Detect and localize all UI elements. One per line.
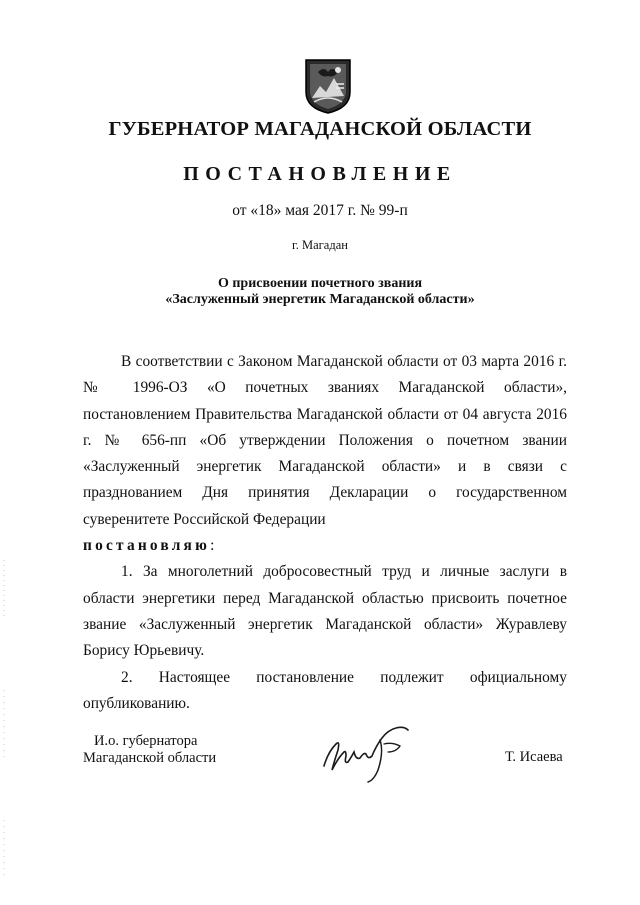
signer-position <box>83 733 216 767</box>
item-1-paragraph: 1. За многолетний добросовестный труд и личные заслуги в области энергетики перед Магаданской областью присвоить почетное звание «Заслуженный энергетик Магаданской области» Журавлеву Борису Юрьевичу. <box>83 563 567 660</box>
decree-line <box>83 533 567 559</box>
signer-position-line-2: Магаданской области <box>83 750 217 766</box>
decree-punct: : <box>210 537 215 555</box>
signer-position-line-1: И.о. губернатора <box>94 733 198 749</box>
subject-line-1: О присвоении почетного звания <box>217 276 423 291</box>
scan-margin-dots <box>2 0 6 905</box>
document-subject <box>0 276 640 308</box>
signer-name: Т. Исаева <box>505 749 563 765</box>
decree-word: постановляю <box>83 537 211 555</box>
governor-title: ГУБЕРНАТОР МАГАДАНСКОЙ ОБЛАСТИ <box>108 118 532 140</box>
preamble-paragraph: В соответствии с Законом Магаданской области от 03 марта 2016 г. № 1996-ОЗ «О почетных званиях Магаданской области», постановлением Правительства Магаданской области от 04 августа 2016 г. № 656-пп «Об утверждении Положения о почетном звании «Заслуженный энергетик Магаданской области» и в связи с празднованием Дня принятия Декларации о государственном суверенитете Российской Федерации <box>83 353 567 528</box>
coat-of-arms-icon <box>304 58 352 114</box>
item-2-paragraph: 2. Настоящее постановление подлежит официальному опубликованию. <box>83 668 567 712</box>
document-type: ПОСТАНОВЛЕНИЕ <box>183 163 457 185</box>
subject-line-2: «Заслуженный энергетик Магаданской области» <box>165 292 475 307</box>
document-date-number: от «18» мая 2017 г. № 99-п <box>232 202 408 219</box>
document-body <box>83 349 567 717</box>
handwritten-signature-icon <box>318 722 418 784</box>
document-city: г. Магадан <box>292 238 348 252</box>
